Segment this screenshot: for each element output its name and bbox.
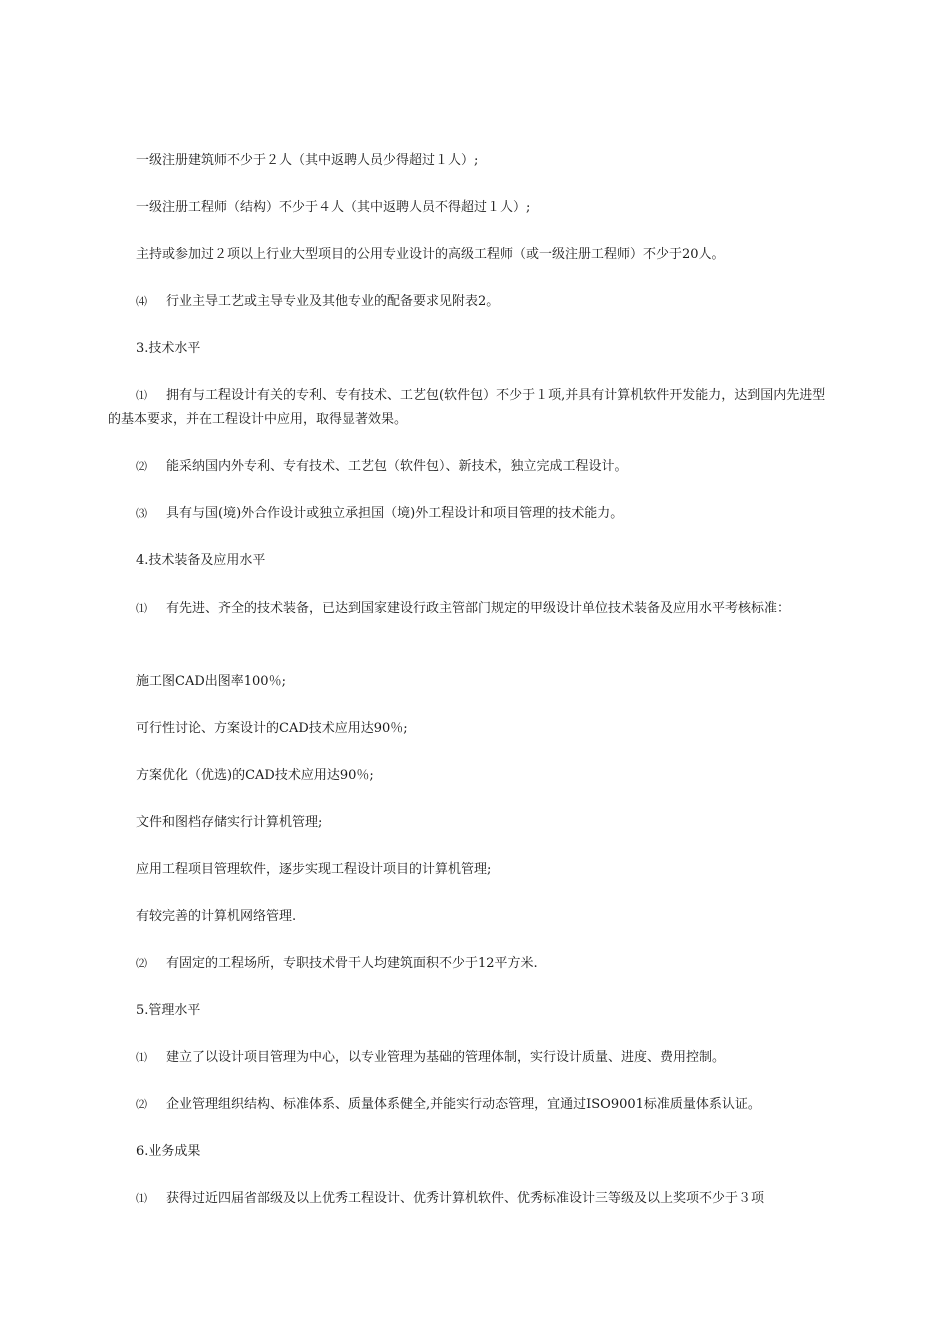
section-heading <box>108 337 838 361</box>
paragraph <box>108 290 838 314</box>
heading-text: 6.业务成果 <box>136 1144 201 1159</box>
paragraph-text: 企业管理组织结构、标准体系、质量体系健全,并能实行动态管理，宜通过ISO9001标准质量体系认证。 <box>166 1097 761 1112</box>
paragraph <box>108 670 838 694</box>
paragraph <box>108 858 838 882</box>
item-marker: ⑴ <box>136 602 147 615</box>
paragraph <box>108 243 838 267</box>
paragraph-text: 施工图CAD出图率100％; <box>136 674 286 689</box>
item-marker: ⑴ <box>136 1051 147 1064</box>
item-marker: ⑷ <box>136 295 147 308</box>
heading-text: 3.技术水平 <box>136 341 201 356</box>
paragraph-text: 能采纳国内外专利、专有技术、工艺包（软件包）、新技术，独立完成工程设计。 <box>166 459 628 474</box>
section-heading <box>108 999 838 1023</box>
item-marker: ⑴ <box>136 389 147 402</box>
paragraph-text: 建立了以设计项目管理为中心，以专业管理为基础的管理体制，实行设计质量、进度、费用控制。 <box>166 1050 726 1065</box>
paragraph <box>108 1093 838 1117</box>
item-marker: ⑴ <box>136 1192 147 1205</box>
paragraph-text: 有较完善的计算机网络管理. <box>136 909 297 924</box>
paragraph-text: 具有与国(境)外合作设计或独立承担国（境)外工程设计和项目管理的技术能力。 <box>166 506 624 521</box>
paragraph <box>108 811 838 835</box>
paragraph-text: 文件和图档存储实行计算机管理; <box>136 815 323 830</box>
paragraph <box>108 1046 838 1070</box>
paragraph-text: 有固定的工程场所，专职技术骨干人均建筑面积不少于12平方米. <box>166 956 538 971</box>
paragraph <box>108 502 838 526</box>
paragraph <box>108 384 838 432</box>
heading-text: 5.管理水平 <box>136 1003 201 1018</box>
paragraph-text: 应用工程项目管理软件，逐步实现工程设计项目的计算机管理; <box>136 862 492 877</box>
item-marker: ⑵ <box>136 1098 147 1111</box>
paragraph <box>108 149 838 173</box>
paragraph-text: 行业主导工艺或主导专业及其他专业的配备要求见附表2。 <box>166 294 500 309</box>
paragraph <box>108 196 838 220</box>
paragraph <box>108 1187 838 1211</box>
section-heading <box>108 1140 838 1164</box>
item-marker: ⑵ <box>136 957 147 970</box>
item-marker: ⑵ <box>136 460 147 473</box>
paragraph <box>108 597 838 621</box>
paragraph <box>108 905 838 929</box>
paragraph-text: 一级注册建筑师不少于２人（其中返聘人员少得超过１人）; <box>136 153 479 168</box>
paragraph-text: 拥有与工程设计有关的专利、专有技术、工艺包(软件包）不少于１项,并具有计算机软件开发能力，达到国内先进型的基本要求，并在工程设计中应用，取得显著效果。 <box>108 388 826 427</box>
paragraph-text: 主持或参加过２项以上行业大型项目的公用专业设计的高级工程师（或一级注册工程师）不少于20人。 <box>136 247 725 262</box>
heading-text: 4.技术装备及应用水平 <box>136 553 266 568</box>
section-heading <box>108 549 838 573</box>
paragraph <box>108 764 838 788</box>
paragraph-text: 有先进、齐全的技术装备，已达到国家建设行政主管部门规定的甲级设计单位技术装备及应用水平考核标准： <box>166 601 791 616</box>
paragraph-text: 方案优化（优选)的CAD技术应用达90％; <box>136 768 374 783</box>
item-marker: ⑶ <box>136 507 147 520</box>
paragraph-text: 一级注册工程师（结构）不少于４人（其中返聘人员不得超过１人）; <box>136 200 531 215</box>
paragraph <box>108 952 838 976</box>
paragraph-text: 可行性讨论、方案设计的CAD技术应用达90％; <box>136 721 408 736</box>
paragraph <box>108 717 838 741</box>
paragraph-text: 获得过近四届省部级及以上优秀工程设计、优秀计算机软件、优秀标准设计三等级及以上奖项不少于３项 <box>166 1191 765 1206</box>
paragraph <box>108 455 838 479</box>
